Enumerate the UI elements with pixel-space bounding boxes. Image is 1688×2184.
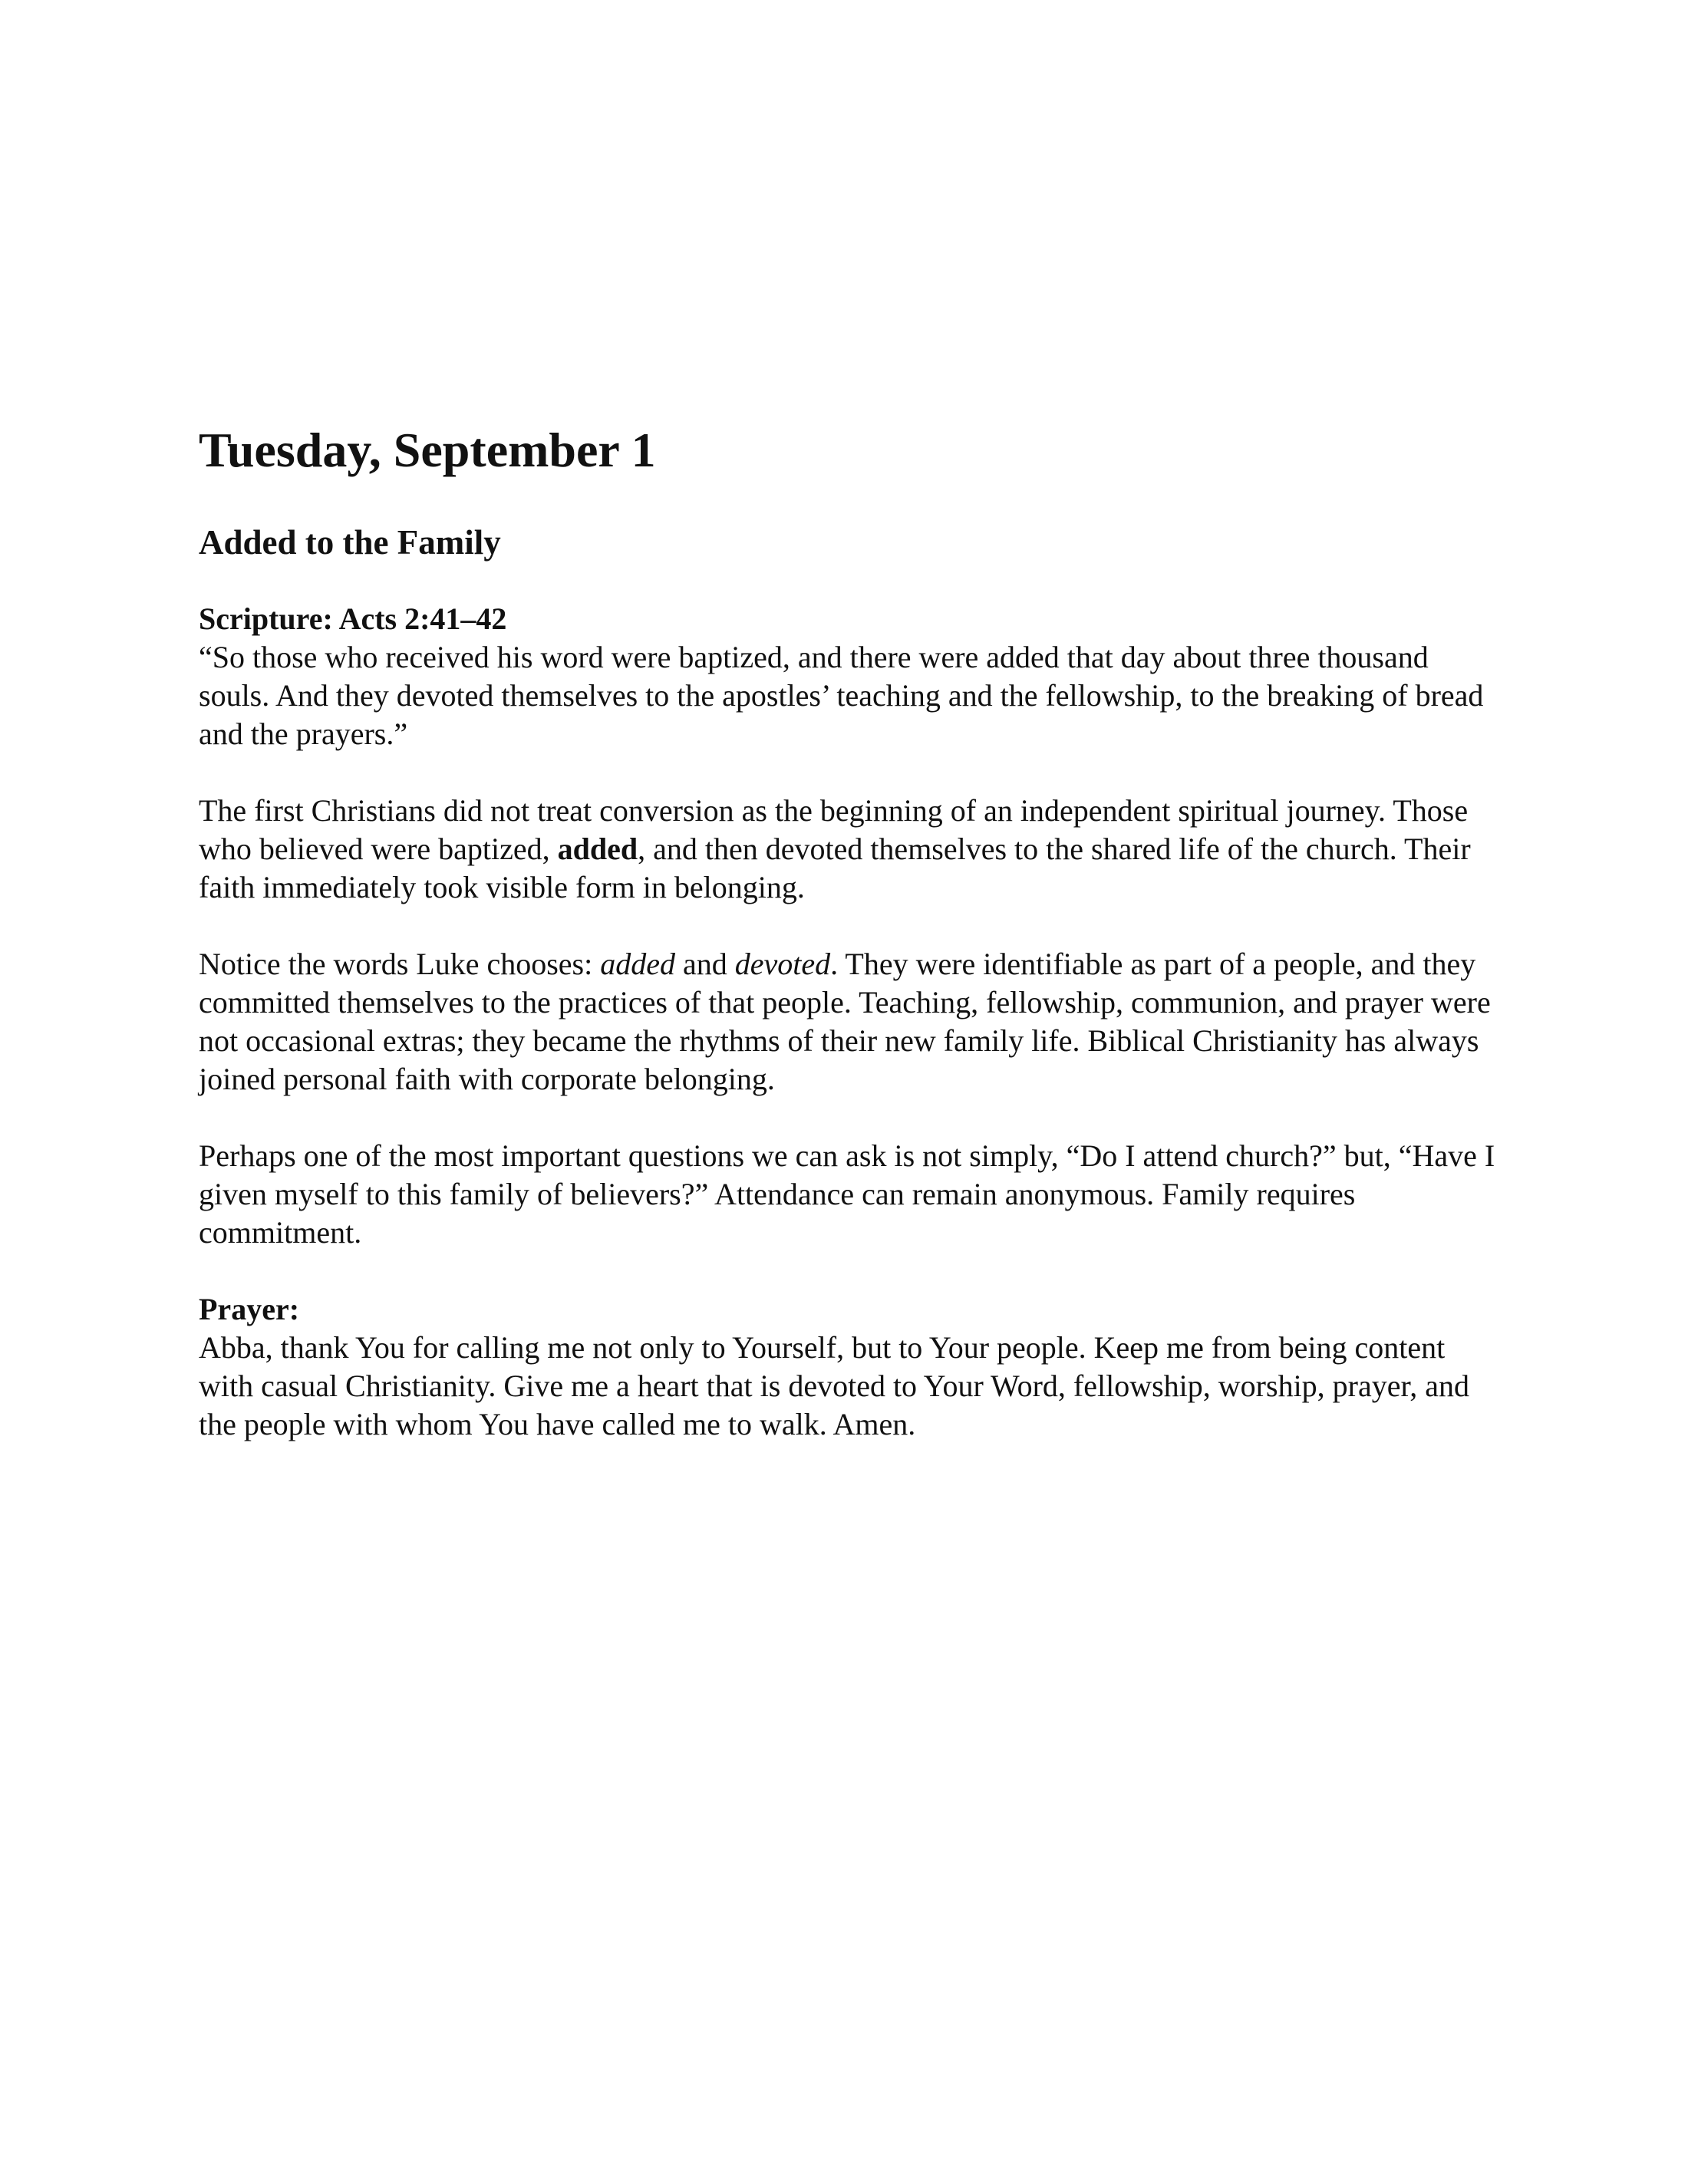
paragraph-2 [199,945,1503,1099]
paragraph-3 [199,1137,1503,1252]
paragraph-1-before: The first Christians did not treat conversion as the beginning of an independent spiritual journey. Those who believed were baptized, [199,793,1469,867]
prayer-label: Prayer: [199,1292,300,1327]
devotional-page [199,423,1503,1482]
emphasis-devoted-italic: devoted [734,947,831,982]
paragraph-3-text: Perhaps one of the most important questions we can ask is not simply, “Do I attend church?” but, “Have I given myself to this family of believers?” Attendance can remain anonymous. Family requires commitment. [199,1138,1495,1250]
prayer-text: Abba, thank You for calling me not only to Yourself, but to Your people. Keep me from being content with casual Christianity. Give me a heart that is devoted to Your Word, fellowship, worship, prayer, and the people with whom You have called me to walk. Amen. [199,1330,1469,1442]
paragraph-1-after: , and then devoted themselves to the shared life of the church. Their faith immediately took visible form in belonging. [199,832,1471,905]
emphasis-added-bold: added [557,832,638,867]
paragraph-2-after: . They were identifiable as part of a people, and they committed themselves to the practices of that people. Teaching, fellowship, communion, and prayer were not occasional extras; they became the rhythms of their new family life. Biblical Christianity has always joined personal faith with corporate belonging. [199,947,1491,1097]
devotional-title: Added to the Family [199,523,501,562]
prayer-section [199,1290,1503,1444]
paragraph-1 [199,792,1503,907]
paragraph-2-text [199,945,1503,1099]
date-heading: Tuesday, September 1 [199,423,656,477]
paragraph-2-before: Notice the words Luke chooses: [199,947,601,982]
emphasis-added-italic: added [600,947,675,982]
scripture-label: Scripture: Acts 2:41–42 [199,601,507,637]
paragraph-1-text [199,792,1503,907]
paragraph-2-middle: and [674,947,735,982]
scripture-section [199,600,1503,753]
scripture-text: “So those who received his word were baptized, and there were added that day about three thousand souls. And they devoted themselves to the apostles’ teaching and the fellowship, to the breaking of bread and the prayers.” [199,640,1484,752]
